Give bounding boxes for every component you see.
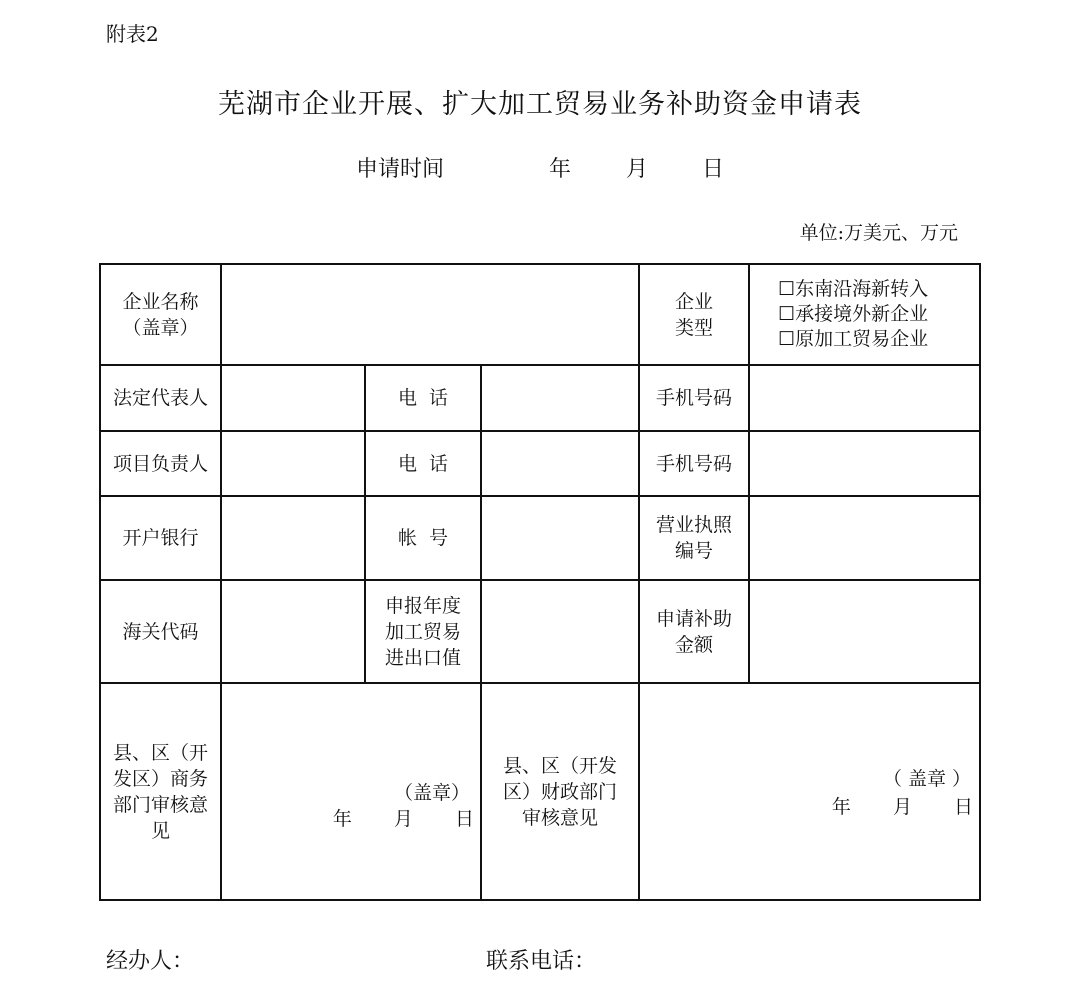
commerce-review-field[interactable]: [221, 683, 481, 900]
lead-mobile-label: 手机号码: [639, 431, 749, 496]
lead-phone-field[interactable]: [481, 431, 639, 496]
license-field[interactable]: [749, 496, 980, 580]
commerce-review-text-3: 部门审核意: [112, 793, 208, 816]
finance-review-text-2: 区）财政部门: [503, 780, 618, 803]
license-label: [639, 496, 749, 580]
type-option-southeast[interactable]: ☐东南沿海新转入: [778, 278, 929, 300]
declared-value-field[interactable]: [481, 580, 639, 683]
subsidy-amount-label: [639, 580, 749, 683]
customs-code-field[interactable]: [221, 580, 365, 683]
company-type-options: [749, 264, 980, 365]
legal-phone-label: 电 话: [365, 365, 481, 431]
commerce-review-text-2: 发区）商务: [112, 767, 208, 790]
apply-month-label: 月: [626, 157, 649, 182]
company-type-text-2: 类型: [675, 316, 714, 339]
legal-mobile-field[interactable]: [749, 365, 980, 431]
form-title: 芜湖市企业开展、扩大加工贸易业务补助资金申请表: [218, 89, 862, 120]
form-row-legal-rep: [100, 365, 980, 431]
company-name-text: 企业名称: [122, 290, 199, 313]
lead-mobile-field[interactable]: [749, 431, 980, 496]
type-option-overseas[interactable]: ☐承接境外新企业: [778, 303, 929, 325]
finance-date-line: [832, 796, 973, 818]
company-name-label: [100, 264, 221, 365]
commerce-review-text-1: 县、区（开: [112, 741, 208, 764]
finance-review-field[interactable]: [639, 683, 980, 900]
commerce-date-line: [333, 808, 474, 830]
commerce-review-text-4: 见: [150, 819, 170, 842]
declared-value-text-3: 进出口值: [384, 646, 461, 669]
finance-day-label: 日: [954, 796, 974, 818]
license-text-2: 编号: [675, 540, 714, 562]
account-label: 帐 号: [365, 496, 481, 580]
company-seal-text: （盖章）: [122, 316, 199, 339]
unit-label: 单位:万美元、万元: [799, 222, 958, 244]
form-row-review: [100, 683, 980, 900]
bank-field[interactable]: [221, 496, 365, 580]
form-row-bank: [100, 496, 980, 580]
commerce-month-label: 月: [393, 808, 413, 830]
legal-rep-label: 法定代表人: [100, 365, 221, 431]
commerce-seal-label: （盖章）: [393, 782, 470, 804]
contact-phone-label: 联系电话：: [486, 949, 597, 974]
declared-value-text-1: 申报年度: [384, 594, 461, 617]
application-form-table: [99, 263, 981, 901]
bank-label: 开户银行: [100, 496, 221, 580]
type-option-original[interactable]: ☐原加工贸易企业: [778, 328, 929, 350]
finance-seal-label: （ 盖章 ）: [882, 768, 972, 790]
finance-month-label: 月: [892, 796, 912, 818]
declared-value-label: [365, 580, 481, 683]
attachment-label: 附表2: [106, 22, 159, 46]
company-name-field[interactable]: [221, 264, 639, 365]
apply-year-label: 年: [549, 157, 572, 182]
legal-mobile-label: 手机号码: [639, 365, 749, 431]
lead-phone-label: 电 话: [365, 431, 481, 496]
company-type-text-1: 企业: [675, 290, 714, 313]
finance-year-label: 年: [831, 796, 851, 818]
apply-day-label: 日: [702, 157, 725, 182]
commerce-year-label: 年: [332, 808, 352, 830]
account-field[interactable]: [481, 496, 639, 580]
apply-time-label: 申请时间: [356, 157, 445, 182]
license-text-1: 营业执照: [656, 514, 733, 536]
project-lead-field[interactable]: [221, 431, 365, 496]
project-lead-label: 项目负责人: [100, 431, 221, 496]
legal-rep-field[interactable]: [221, 365, 365, 431]
commerce-review-label: [100, 683, 221, 900]
customs-code-label: 海关代码: [100, 580, 221, 683]
subsidy-amount-text-1: 申请补助: [656, 607, 733, 630]
form-row-project-lead: [100, 431, 980, 496]
handler-label: 经办人：: [106, 949, 195, 974]
finance-review-text-1: 县、区（开发: [503, 754, 618, 777]
commerce-day-label: 日: [454, 808, 474, 830]
declared-value-text-2: 加工贸易: [384, 620, 461, 643]
form-row-customs: [100, 580, 980, 683]
subsidy-amount-field[interactable]: [749, 580, 980, 683]
form-row-company: [100, 264, 980, 365]
subsidy-amount-text-2: 金额: [675, 633, 714, 656]
company-type-label: [639, 264, 749, 365]
legal-phone-field[interactable]: [481, 365, 639, 431]
finance-review-text-3: 审核意见: [522, 806, 599, 829]
finance-review-label: [481, 683, 639, 900]
